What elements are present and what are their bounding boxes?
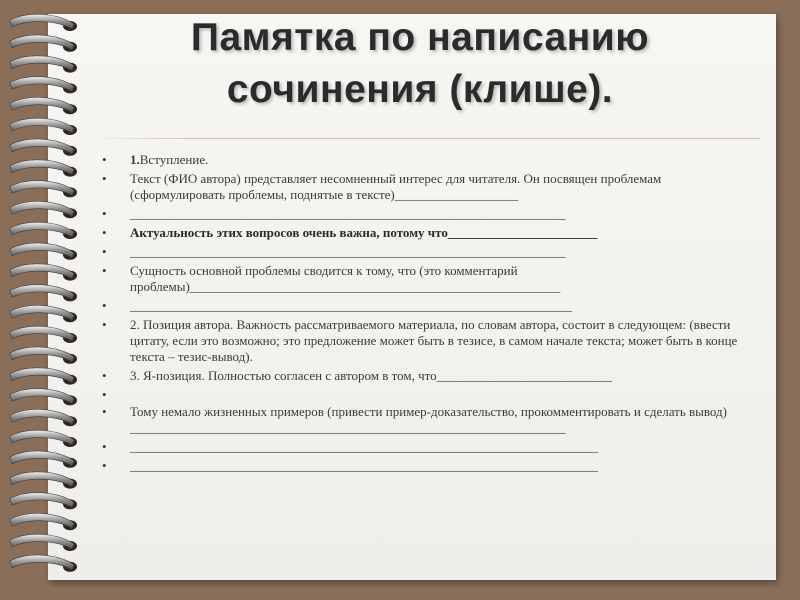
item-text: 2. Позиция автора. Важность рассматриваемого материала, по словам автора, состоит в следующем: (ввести цитату, если это возможно; это предложение может быть в тезисе, в самом начале текста; может быть в конце текста – тезис-вывод).: [130, 317, 738, 364]
title-divider: [88, 138, 760, 139]
list-item: [102, 387, 742, 401]
list-item: [102, 298, 742, 314]
list-item: [102, 152, 742, 168]
list-item: [102, 206, 742, 222]
item-text: ___________________________________________________________________: [130, 206, 566, 221]
item-text: 3. Я-позиция. Полностью согласен с автором в том, что___________________________: [130, 368, 613, 383]
list-item: [102, 404, 742, 436]
list-item: [102, 317, 742, 365]
item-text: Актуальность этих вопросов очень важна, потому что_______________________: [130, 225, 598, 240]
list-item: [102, 171, 742, 203]
list-item: [102, 263, 742, 295]
list-item: [102, 458, 742, 474]
item-text: Сущность основной проблемы сводится к тому, что (это комментарий проблемы)_________________________________________________________: [130, 263, 561, 294]
item-text: Текст (ФИО автора) представляет несомненный интерес для читателя. Он посвящен проблемам (сформулировать проблемы, поднятые в тексте)___________________: [130, 171, 662, 202]
item-text: Тому немало жизненных примеров (привести пример-доказательство, прокомментировать и сделать вывод) ___________________________________________________________________: [130, 404, 727, 435]
spiral-binding: [0, 0, 100, 600]
list-item: [102, 225, 742, 241]
list-item: [102, 368, 742, 384]
list-item: [102, 244, 742, 260]
item-text: ____________________________________________________________________: [130, 298, 572, 313]
item-number: 1.: [130, 152, 140, 167]
list-item: [102, 439, 742, 455]
item-text: Вступление.: [139, 152, 209, 167]
item-text: ________________________________________________________________________: [130, 439, 598, 454]
item-text: ___________________________________________________________________: [130, 244, 566, 259]
page-title: Памятка по написанию сочинения (клише).: [190, 16, 650, 111]
memo-list: [102, 152, 742, 477]
item-text: ________________________________________________________________________: [130, 458, 598, 473]
